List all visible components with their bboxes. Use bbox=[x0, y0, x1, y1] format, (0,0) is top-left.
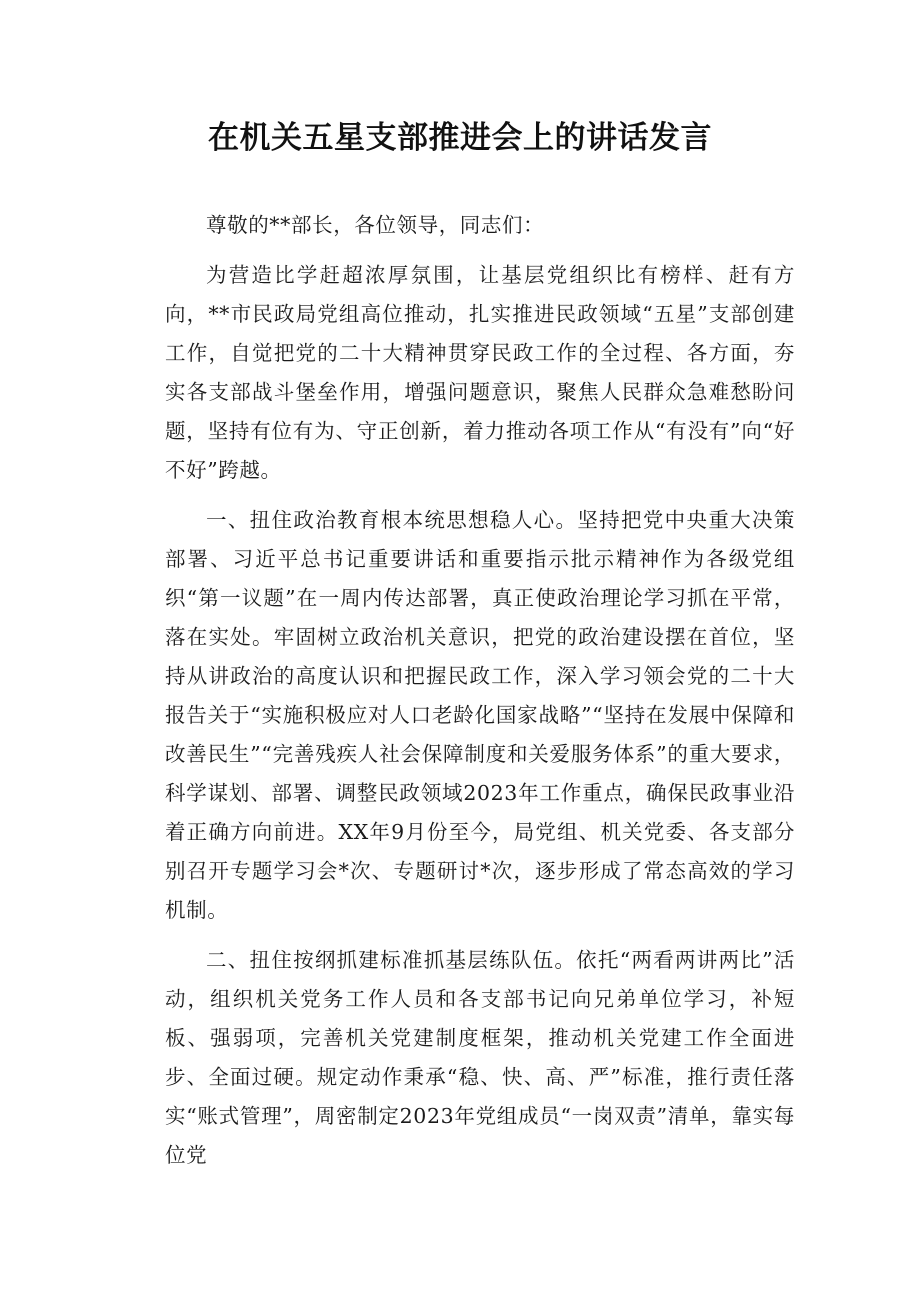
salutation: 尊敬的**部长，各位领导，同志们： bbox=[206, 213, 545, 237]
paragraph-section-one: 一、扭住政治教育根本统思想稳人心。坚持把党中央重大决策部署、习近平总书记重要讲话和重要指示批示精神作为各级党组织“第一议题”在一周内传达部署，真正使政治理论学习抓在平常，落在实处。牢固树立政治机关意识，把党的政治建设摆在首位，坚持从讲政治的高度认识和把握民政工作，深入学习领会党的二十大报告关于“实施积极应对人口老龄化国家战略”“坚持在发展中保障和改善民生”“完善残疾人社会保障制度和关爱服务体系”的重大要求，科学谋划、部署、调整民政领域2023年工作重点，确保民政事业沿着正确方向前进。XX年9月份至今，局党组、机关党委、各支部分别召开专题学习会*次、专题研讨*次，逐步形成了常态高效的学习机制。 bbox=[165, 508, 795, 922]
document-body bbox=[165, 206, 795, 1186]
document-title: 在机关五星支部推进会上的讲话发言 bbox=[208, 120, 712, 156]
paragraph-section-two: 二、扭住按纲抓建标准抓基层练队伍。依托“两看两讲两比”活动，组织机关党务工作人员和各支部书记向兄弟单位学习，补短板、强弱项，完善机关党建制度框架，推动机关党建工作全面进步、全面过硬。规定动作秉承“稳、快、高、严”标准，推行责任落实“账式管理”，周密制定2023年党组成员“一岗双责”清单，靠实每位党 bbox=[165, 948, 795, 1167]
paragraph-intro: 为营造比学赶超浓厚氛围，让基层党组织比有榜样、赶有方向，**市民政局党组高位推动，扎实推进民政领域“五星”支部创建工作，自觉把党的二十大精神贯穿民政工作的全过程、各方面，夯实各支部战斗堡垒作用，增强问题意识，聚焦人民群众急难愁盼问题，坚持有位有为、守正创新，着力推动各项工作从“有没有”向“好不好”跨越。 bbox=[165, 263, 795, 482]
